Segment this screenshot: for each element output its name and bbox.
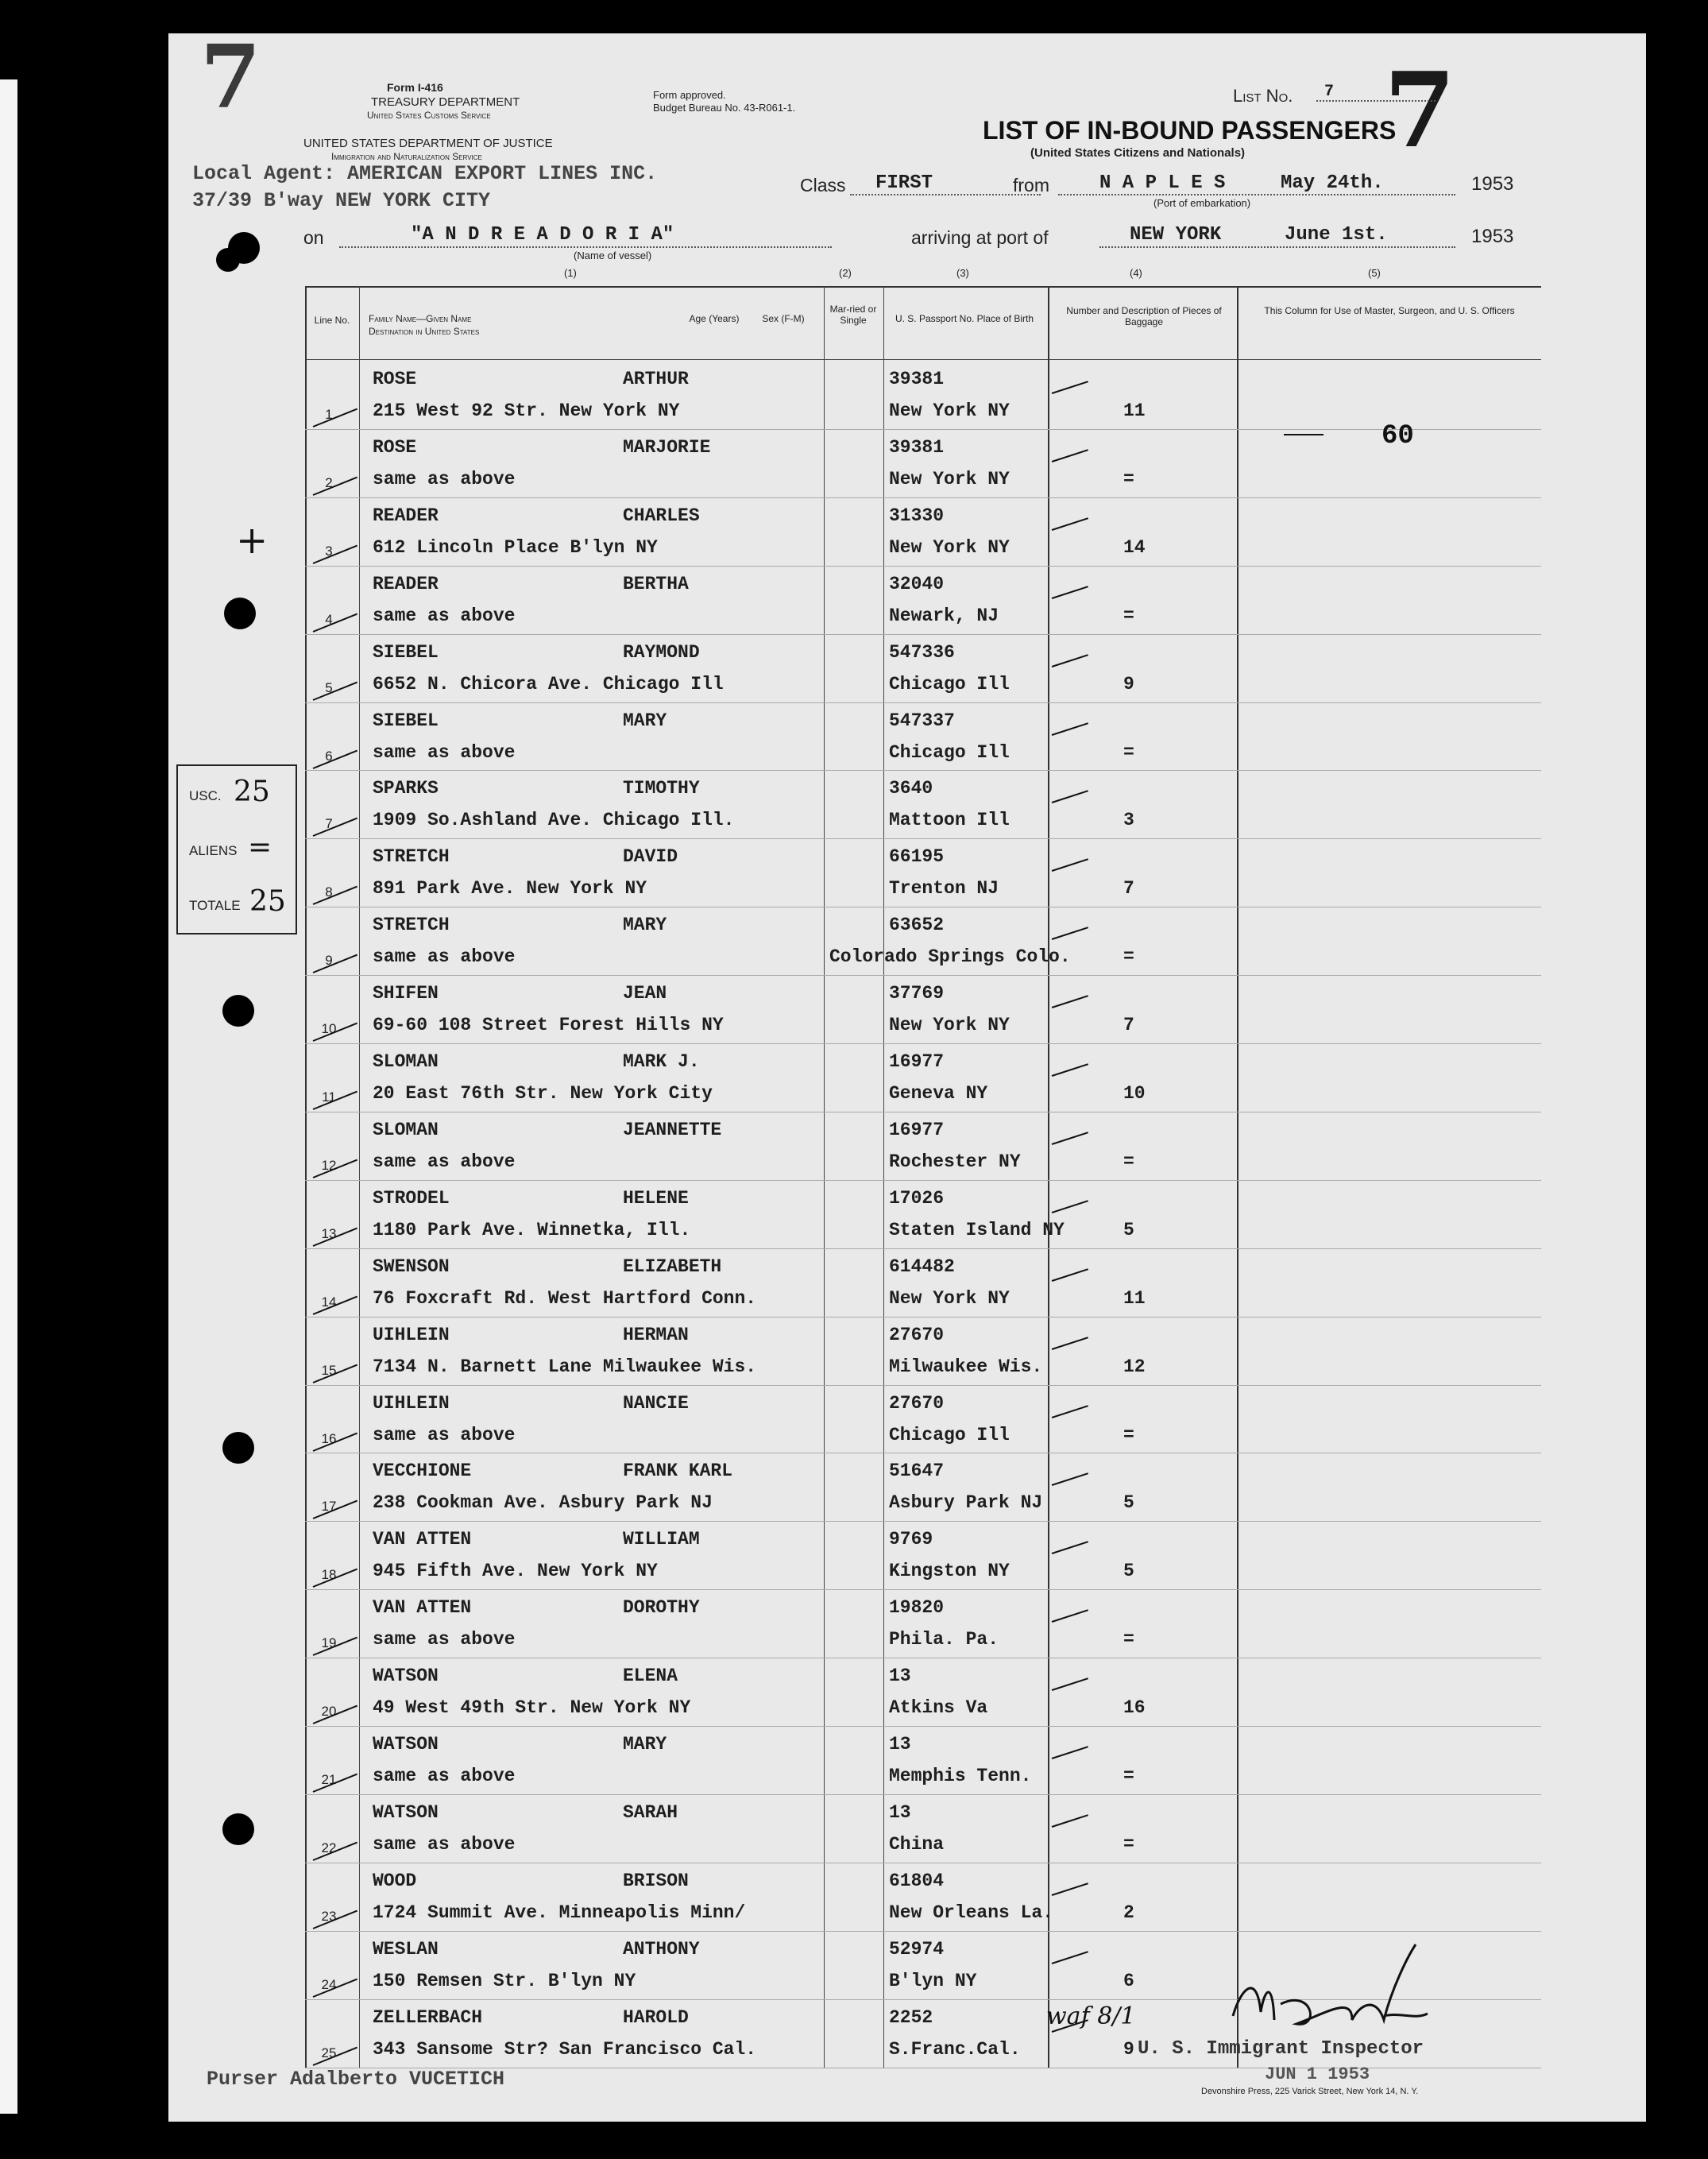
family-name: READER [373, 505, 439, 526]
passport-number: 2252 [889, 2006, 933, 2028]
table-row [305, 1385, 1541, 1453]
embarkation-year: 1953 [1471, 173, 1514, 195]
customs-service: United States Customs Service [367, 110, 491, 121]
line-number: 14 [321, 1294, 337, 1310]
given-name: ANTHONY [623, 1938, 700, 1960]
usc-label: USC. [189, 788, 222, 803]
baggage-count: = [1123, 605, 1134, 626]
table-row [305, 907, 1541, 975]
table-row [305, 770, 1541, 838]
given-name: MARK J. [623, 1051, 700, 1072]
destination: same as above [373, 468, 516, 489]
family-name: SWENSON [373, 1256, 450, 1277]
baggage-count: = [1123, 468, 1134, 489]
table-row [305, 1794, 1541, 1863]
baggage-count: 7 [1123, 1015, 1134, 1036]
passport-number: 13 [889, 1666, 911, 1687]
family-name: SPARKS [373, 778, 439, 799]
passport-number: 39381 [889, 369, 945, 389]
family-name: VAN ATTEN [373, 1529, 472, 1550]
family-name: WESLAN [373, 1938, 439, 1960]
total-label: TOTALE [189, 898, 241, 913]
line-number: 6 [325, 748, 333, 764]
table-row [305, 497, 1541, 566]
binder-hole [222, 1432, 254, 1464]
arriving-label: arriving at port of [911, 227, 1049, 248]
table-row [305, 702, 1541, 771]
from-label: from [1013, 175, 1049, 195]
place-of-birth: S.Franc.Cal. [889, 2038, 1021, 2060]
baggage-count: 10 [1123, 1083, 1146, 1104]
line-number: 23 [321, 1908, 337, 1924]
list-number: 7 [1324, 83, 1335, 101]
binder-hole [216, 248, 240, 272]
family-name: SLOMAN [373, 1119, 439, 1140]
line-number: 9 [325, 953, 333, 969]
passport-number: 3640 [889, 778, 933, 799]
given-name: DOROTHY [623, 1597, 700, 1619]
agent-address: 37/39 B'way NEW YORK CITY [192, 189, 491, 212]
family-name: SLOMAN [373, 1051, 439, 1072]
place-of-birth: Atkins Va [889, 1697, 988, 1719]
destination: 7134 N. Barnett Lane Milwaukee Wis. [373, 1356, 757, 1377]
binder-hole [224, 598, 256, 629]
destination: same as above [373, 946, 516, 968]
family-name: VAN ATTEN [373, 1597, 472, 1619]
family-name: ZELLERBACH [373, 2006, 483, 2028]
baggage-count: = [1123, 1766, 1134, 1786]
inspector-signature [1225, 1940, 1432, 2044]
class-line [850, 194, 1041, 195]
passport-number: 614482 [889, 1256, 955, 1277]
destination: same as above [373, 1151, 516, 1172]
passport-number: 27670 [889, 1324, 945, 1345]
given-name: MARY [623, 915, 667, 936]
family-name: ROSE [373, 436, 417, 458]
table-row [305, 1248, 1541, 1317]
line-number: 17 [321, 1499, 337, 1515]
printer-note: Devonshire Press, 225 Varick Street, New York 14, N. Y. [1201, 2087, 1419, 2096]
family-name: ROSE [373, 369, 417, 389]
place-of-birth: New York NY [889, 1287, 1010, 1309]
destination: 76 Foxcraft Rd. West Hartford Conn. [373, 1287, 757, 1309]
passport-number: 66195 [889, 846, 945, 868]
family-name: WATSON [373, 1734, 439, 1755]
baggage-count: 6 [1123, 1970, 1134, 1991]
line-number: 4 [325, 611, 333, 627]
place-of-birth: Chicago Ill [889, 741, 1010, 763]
place-of-birth: Rochester NY [889, 1151, 1021, 1172]
inspector-label: U. S. Immigrant Inspector [1138, 2038, 1424, 2060]
given-name: CHARLES [623, 505, 700, 526]
destination: same as above [373, 605, 516, 626]
inspection-stamp-date: JUN 1 1953 [1265, 2064, 1370, 2084]
given-name: JEAN [623, 983, 667, 1004]
passport-number: 16977 [889, 1051, 945, 1072]
baggage-count: 5 [1123, 1492, 1134, 1514]
line-number: 21 [321, 1772, 337, 1787]
family-name: STRETCH [373, 846, 450, 868]
given-name: BERTHA [623, 573, 689, 594]
line-number: 25 [321, 2045, 337, 2060]
line-number: 8 [325, 884, 333, 900]
justice-dept: UNITED STATES DEPARTMENT OF JUSTICE [303, 137, 553, 150]
passport-number: 63652 [889, 915, 945, 936]
table-row [305, 1863, 1541, 1931]
plus-mark: + [236, 518, 269, 563]
ins-service: Immigration and Naturalization Service [331, 151, 482, 162]
baggage-count: 7 [1123, 878, 1134, 900]
officer-note: 60 [1381, 421, 1414, 451]
passport-number: 27670 [889, 1392, 945, 1414]
header-sex: Sex (F-M) [762, 313, 805, 324]
place-of-birth: Newark, NJ [889, 605, 999, 626]
baggage-count: 5 [1123, 1219, 1134, 1240]
baggage-count: 14 [1123, 536, 1146, 558]
destination: 1724 Summit Ave. Minneapolis Minn/ [373, 1902, 746, 1923]
passport-number: 51647 [889, 1461, 945, 1482]
header-age: Age (Years) [689, 313, 740, 324]
baggage-count: 16 [1123, 1697, 1146, 1719]
place-of-birth: Asbury Park NJ [889, 1492, 1043, 1514]
place-of-birth: Memphis Tenn. [889, 1766, 1032, 1786]
manifest-page [168, 25, 1646, 2122]
destination: 6652 N. Chicora Ave. Chicago Ill [373, 673, 724, 695]
line-number: 19 [321, 1635, 337, 1651]
given-name: SARAH [623, 1801, 678, 1823]
baggage-count: = [1123, 1424, 1134, 1445]
line-number: 13 [321, 1225, 337, 1241]
place-of-birth: Phila. Pa. [889, 1629, 999, 1650]
family-name: WOOD [373, 1870, 417, 1891]
passport-number: 547337 [889, 710, 955, 731]
baggage-count: = [1123, 1833, 1134, 1855]
line-number: 12 [321, 1157, 337, 1173]
list-number-label: List No. [1233, 86, 1293, 106]
baggage-count: 3 [1123, 810, 1134, 831]
vessel-line [339, 246, 832, 248]
arrival-date: June 1st. [1285, 224, 1388, 246]
destination: same as above [373, 741, 516, 763]
destination: 238 Cookman Ave. Asbury Park NJ [373, 1492, 713, 1514]
from-line [1058, 194, 1455, 195]
place-of-birth: Colorado Springs Colo. [829, 946, 1071, 968]
family-name: VECCHIONE [373, 1461, 472, 1482]
table-row [305, 566, 1541, 634]
table-row [305, 634, 1541, 702]
col-num-4: (4) [1130, 267, 1142, 279]
place-of-birth: Geneva NY [889, 1083, 988, 1104]
line-number: 10 [321, 1021, 337, 1037]
table-row [305, 1589, 1541, 1658]
line-number: 18 [321, 1567, 337, 1583]
usc-value: 25 [234, 776, 270, 808]
family-name: STRODEL [373, 1187, 450, 1209]
destination: same as above [373, 1629, 516, 1650]
col-num-2: (2) [839, 267, 852, 279]
arrival-year: 1953 [1471, 226, 1514, 247]
binder-hole [222, 995, 254, 1027]
given-name: HERMAN [623, 1324, 689, 1345]
family-name: SIEBEL [373, 710, 439, 731]
corner-number-right: 7 [1384, 49, 1456, 171]
line-number: 24 [321, 1976, 337, 1992]
treasury-dept: TREASURY DEPARTMENT [371, 95, 520, 109]
place-of-birth: New Orleans La. [889, 1902, 1054, 1923]
baggage-count: = [1123, 1151, 1134, 1172]
line-number: 20 [321, 1704, 337, 1720]
destination: same as above [373, 1766, 516, 1786]
header-name: Family Name—Given Name [369, 313, 472, 324]
budget-bureau: Budget Bureau No. 43-R061-1. [653, 102, 796, 114]
table-row [305, 429, 1541, 497]
baggage-count: 9 [1123, 2038, 1134, 2060]
purser: Purser Adalberto VUCETICH [207, 2068, 505, 2091]
place-of-birth: New York NY [889, 400, 1010, 421]
given-name: RAYMOND [623, 641, 700, 663]
family-name: WATSON [373, 1801, 439, 1823]
passport-number: 13 [889, 1734, 911, 1755]
place-of-birth: Mattoon Ill [889, 810, 1010, 831]
line-number: 5 [325, 679, 333, 695]
line-number: 15 [321, 1362, 337, 1378]
passport-number: 52974 [889, 1938, 945, 1960]
passport-number: 37769 [889, 983, 945, 1004]
given-name: TIMOTHY [623, 778, 700, 799]
baggage-count: 11 [1123, 1287, 1146, 1309]
passport-number: 19820 [889, 1597, 945, 1619]
line-number: 22 [321, 1840, 337, 1855]
given-name: HAROLD [623, 2006, 689, 2028]
given-name: WILLIAM [623, 1529, 700, 1550]
given-name: MARY [623, 1734, 667, 1755]
passenger-table [305, 286, 1541, 2068]
aliens-value: = [248, 831, 272, 864]
passport-number: 39381 [889, 436, 945, 458]
baggage-count: 5 [1123, 1561, 1134, 1582]
table-row [305, 975, 1541, 1043]
baggage-count: = [1123, 946, 1134, 968]
table-row [305, 1726, 1541, 1794]
destination: 215 West 92 Str. New York NY [373, 400, 680, 421]
table-row [305, 1317, 1541, 1385]
header-officers: This Column for Use of Master, Surgeon, and U. S. Officers [1264, 305, 1515, 316]
destination: 1180 Park Ave. Winnetka, Ill. [373, 1219, 691, 1240]
binder-hole [222, 1813, 254, 1845]
line-number: 7 [325, 816, 333, 832]
given-name: MARY [623, 710, 667, 731]
arrival-port: NEW YORK [1130, 224, 1222, 246]
table-row [305, 1453, 1541, 1521]
given-name: FRANK KARL [623, 1461, 733, 1482]
aliens-label: ALIENS [189, 843, 238, 858]
given-name: DAVID [623, 846, 678, 868]
family-name: UIHLEIN [373, 1392, 450, 1414]
adjacent-page-edge [0, 79, 17, 2114]
manifest-subtitle: (United States Citizens and Nationals) [1030, 146, 1246, 160]
place-of-birth: Milwaukee Wis. [889, 1356, 1043, 1377]
destination: 150 Remsen Str. B'lyn NY [373, 1970, 636, 1991]
family-name: SHIFEN [373, 983, 439, 1004]
officer-mark [1284, 434, 1324, 435]
destination: 612 Lincoln Place B'lyn NY [373, 536, 658, 558]
baggage-count: = [1123, 741, 1134, 763]
place-of-birth: Trenton NJ [889, 878, 999, 900]
embarkation-date: May 24th. [1281, 172, 1384, 194]
family-name: SIEBEL [373, 641, 439, 663]
place-of-birth: Chicago Ill [889, 673, 1010, 695]
baggage-count: 12 [1123, 1356, 1146, 1377]
place-of-birth: China [889, 1833, 945, 1855]
place-of-birth: New York NY [889, 1015, 1010, 1036]
corner-number-left: 7 [200, 25, 261, 128]
passport-number: 61804 [889, 1870, 945, 1891]
line-number: 11 [322, 1089, 336, 1105]
destination: 343 Sansome Str? San Francisco Cal. [373, 2038, 757, 2060]
class-value: FIRST [875, 172, 933, 194]
destination: 891 Park Ave. New York NY [373, 878, 647, 900]
total-value: 25 [249, 885, 286, 918]
place-of-birth: B'lyn NY [889, 1970, 977, 1991]
passport-number: 16977 [889, 1119, 945, 1140]
port-of-embarkation: N A P L E S [1099, 172, 1226, 194]
header-passport: U. S. Passport No. Place of Birth [895, 313, 1034, 324]
destination: 49 West 49th Str. New York NY [373, 1697, 691, 1719]
given-name: ELENA [623, 1666, 678, 1687]
table-row [305, 1180, 1541, 1248]
place-of-birth: New York NY [889, 536, 1010, 558]
given-name: ARTHUR [623, 369, 689, 389]
header-married: Mar-ried or Single [829, 304, 877, 326]
table-row [305, 1043, 1541, 1112]
baggage-count: = [1123, 1629, 1134, 1650]
family-name: UIHLEIN [373, 1324, 450, 1345]
vessel-name: "A N D R E A D O R I A" [411, 224, 674, 246]
col-num-5: (5) [1368, 267, 1381, 279]
arrival-line [1099, 246, 1455, 248]
passport-number: 17026 [889, 1187, 945, 1209]
table-row [305, 838, 1541, 907]
passport-number: 9769 [889, 1529, 933, 1550]
form-number: Form I-416 [387, 81, 443, 94]
destination: same as above [373, 1424, 516, 1445]
given-name: NANCIE [623, 1392, 689, 1414]
given-name: ELIZABETH [623, 1256, 722, 1277]
destination: 1909 So.Ashland Ave. Chicago Ill. [373, 810, 735, 831]
line-number: 2 [325, 474, 333, 490]
table-row [305, 1658, 1541, 1726]
on-label: on [303, 227, 324, 248]
form-approved: Form approved. [653, 89, 726, 101]
family-name: STRETCH [373, 915, 450, 936]
passport-number: 547336 [889, 641, 955, 663]
baggage-count: 9 [1123, 673, 1134, 695]
table-row [305, 1521, 1541, 1589]
place-of-birth: Chicago Ill [889, 1424, 1010, 1445]
place-of-birth: Staten Island NY [889, 1219, 1065, 1240]
header-line-no: Line No. [314, 315, 350, 326]
row25-note: waf 8/1 [1046, 2002, 1136, 2030]
table-row [305, 361, 1541, 429]
header-baggage: Number and Description of Pieces of Baggage [1066, 305, 1222, 327]
passport-number: 32040 [889, 573, 945, 594]
given-name: HELENE [623, 1187, 689, 1209]
local-agent: Local Agent: AMERICAN EXPORT LINES INC. [192, 162, 658, 185]
baggage-count: 11 [1123, 400, 1146, 421]
manifest-title: LIST OF IN-BOUND PASSENGERS [983, 116, 1397, 145]
port-caption: (Port of embarkation) [1153, 197, 1251, 209]
given-name: MARJORIE [623, 436, 711, 458]
table-row [305, 1112, 1541, 1180]
place-of-birth: New York NY [889, 468, 1010, 489]
given-name: JEANNETTE [623, 1119, 722, 1140]
header-destination: Destination in United States [369, 326, 480, 337]
line-number: 16 [321, 1430, 337, 1446]
line-number: 3 [325, 543, 333, 559]
place-of-birth: Kingston NY [889, 1561, 1010, 1582]
destination: 69-60 108 Street Forest Hills NY [373, 1015, 724, 1036]
destination: 945 Fifth Ave. New York NY [373, 1561, 658, 1582]
family-name: WATSON [373, 1666, 439, 1687]
vessel-caption: (Name of vessel) [574, 250, 652, 261]
line-number: 1 [325, 407, 333, 422]
given-name: BRISON [623, 1870, 689, 1891]
list-number-line [1316, 100, 1436, 102]
destination: 20 East 76th Str. New York City [373, 1083, 713, 1104]
passport-number: 13 [889, 1801, 911, 1823]
family-name: READER [373, 573, 439, 594]
col-num-1: (1) [564, 267, 577, 279]
tally-box [176, 764, 297, 934]
passport-number: 31330 [889, 505, 945, 526]
class-label: Class [800, 175, 846, 195]
destination: same as above [373, 1833, 516, 1855]
baggage-count: 2 [1123, 1902, 1134, 1923]
col-num-3: (3) [956, 267, 969, 279]
